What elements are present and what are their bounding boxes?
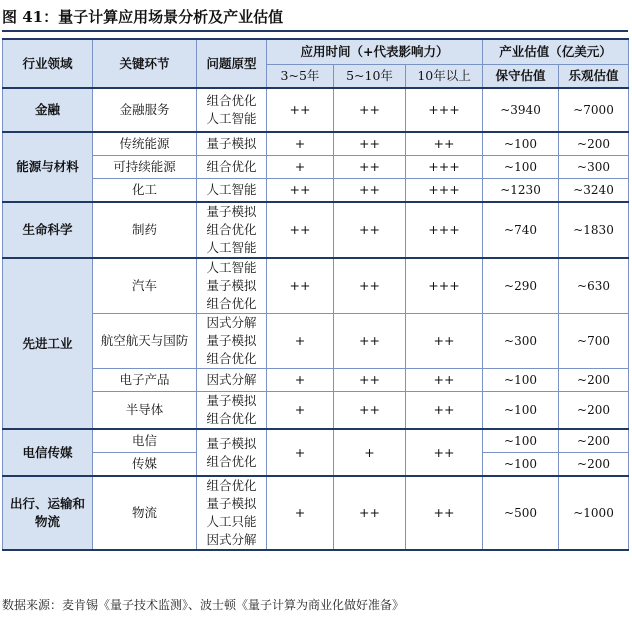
value-cell: ~1230 xyxy=(483,179,559,203)
value-cell: ~290 xyxy=(483,258,559,314)
link-cell: 电子产品 xyxy=(93,369,197,392)
time-cell: + xyxy=(267,156,334,179)
time-cell: ++ xyxy=(334,476,406,550)
time-cell: +++ xyxy=(406,258,483,314)
time-cell: ++ xyxy=(406,132,483,156)
time-cell: ++ xyxy=(267,202,334,258)
link-cell: 制药 xyxy=(93,202,197,258)
time-cell: ++ xyxy=(267,179,334,203)
prototype-cell: 组合优化 xyxy=(197,156,267,179)
prototype-cell: 量子模拟 组合优化 xyxy=(197,392,267,430)
table-row xyxy=(3,258,629,314)
value-cell: ~7000 xyxy=(559,88,629,132)
time-cell: ++ xyxy=(406,392,483,430)
industry-cell: 生命科学 xyxy=(3,202,93,258)
time-cell: +++ xyxy=(406,202,483,258)
time-cell: ++ xyxy=(406,476,483,550)
time-cell: +++ xyxy=(406,88,483,132)
value-cell: ~300 xyxy=(559,156,629,179)
time-cell: ++ xyxy=(267,88,334,132)
header-optimistic: 乐观估值 xyxy=(559,65,629,89)
source-note: 数据来源：麦肯锡《量子技术监测》、波士顿《量子计算为商业化做好准备》 xyxy=(2,598,405,612)
link-cell: 传媒 xyxy=(93,453,197,477)
time-cell: + xyxy=(267,132,334,156)
prototype-cell: 人工智能 xyxy=(197,179,267,203)
table-row xyxy=(3,88,629,132)
value-cell: ~200 xyxy=(559,392,629,430)
prototype-cell: 组合优化 量子模拟 人工只能 因式分解 xyxy=(197,476,267,550)
header-value-group: 产业估值（亿美元） xyxy=(483,39,629,65)
header-time-5-10: 5~10年 xyxy=(334,65,406,89)
figure-title: 图 41：量子计算应用场景分析及产业估值 xyxy=(2,4,628,32)
link-cell: 可持续能源 xyxy=(93,156,197,179)
time-cell: + xyxy=(267,429,334,476)
value-cell: ~3940 xyxy=(483,88,559,132)
time-cell: + xyxy=(267,476,334,550)
header-link: 关键环节 xyxy=(93,39,197,88)
time-cell: ++ xyxy=(334,179,406,203)
time-cell: ++ xyxy=(334,132,406,156)
value-cell: ~630 xyxy=(559,258,629,314)
valuation-table xyxy=(2,38,629,551)
time-cell: + xyxy=(267,392,334,430)
time-cell: ++ xyxy=(334,202,406,258)
table-row xyxy=(3,179,629,203)
value-cell: ~740 xyxy=(483,202,559,258)
prototype-cell: 量子模拟 xyxy=(197,132,267,156)
table-row xyxy=(3,156,629,179)
prototype-cell: 量子模拟 组合优化 xyxy=(197,429,267,476)
prototype-cell: 因式分解 xyxy=(197,369,267,392)
link-cell: 汽车 xyxy=(93,258,197,314)
value-cell: ~200 xyxy=(559,369,629,392)
value-cell: ~100 xyxy=(483,132,559,156)
value-cell: ~100 xyxy=(483,392,559,430)
prototype-cell: 人工智能 量子模拟 组合优化 xyxy=(197,258,267,314)
time-cell: ++ xyxy=(334,392,406,430)
time-cell: ++ xyxy=(334,156,406,179)
value-cell: ~100 xyxy=(483,429,559,453)
value-cell: ~700 xyxy=(559,314,629,369)
header-prototype: 问题原型 xyxy=(197,39,267,88)
value-cell: ~100 xyxy=(483,156,559,179)
time-cell: + xyxy=(267,314,334,369)
time-cell: + xyxy=(267,369,334,392)
link-cell: 半导体 xyxy=(93,392,197,430)
time-cell: ++ xyxy=(334,258,406,314)
link-cell: 航空航天与国防 xyxy=(93,314,197,369)
industry-cell: 先进工业 xyxy=(3,258,93,429)
value-cell: ~500 xyxy=(483,476,559,550)
header-industry: 行业领域 xyxy=(3,39,93,88)
link-cell: 传统能源 xyxy=(93,132,197,156)
time-cell: +++ xyxy=(406,156,483,179)
value-cell: ~1000 xyxy=(559,476,629,550)
time-cell: ++ xyxy=(267,258,334,314)
value-cell: ~200 xyxy=(559,453,629,477)
value-cell: ~200 xyxy=(559,429,629,453)
prototype-cell: 组合优化 人工智能 xyxy=(197,88,267,132)
link-cell: 金融服务 xyxy=(93,88,197,132)
prototype-cell: 量子模拟 组合优化 人工智能 xyxy=(197,202,267,258)
header-conservative: 保守估值 xyxy=(483,65,559,89)
table-row xyxy=(3,429,629,453)
industry-cell: 能源与材料 xyxy=(3,132,93,202)
table-row xyxy=(3,202,629,258)
value-cell: ~3240 xyxy=(559,179,629,203)
time-cell: ++ xyxy=(334,88,406,132)
link-cell: 化工 xyxy=(93,179,197,203)
header-time-3-5: 3~5年 xyxy=(267,65,334,89)
value-cell: ~200 xyxy=(559,132,629,156)
value-cell: ~100 xyxy=(483,453,559,477)
table-row xyxy=(3,314,629,369)
industry-cell: 金融 xyxy=(3,88,93,132)
prototype-cell: 因式分解 量子模拟 组合优化 xyxy=(197,314,267,369)
industry-cell: 出行、运输和物流 xyxy=(3,476,93,550)
industry-cell: 电信传媒 xyxy=(3,429,93,476)
time-cell: ++ xyxy=(334,369,406,392)
table-row xyxy=(3,392,629,430)
link-cell: 物流 xyxy=(93,476,197,550)
time-cell: ++ xyxy=(406,429,483,476)
time-cell: ++ xyxy=(406,369,483,392)
header-time-group: 应用时间（+代表影响力） xyxy=(267,39,483,65)
link-cell: 电信 xyxy=(93,429,197,453)
value-cell: ~100 xyxy=(483,369,559,392)
time-cell: + xyxy=(334,429,406,476)
value-cell: ~300 xyxy=(483,314,559,369)
time-cell: ++ xyxy=(406,314,483,369)
table-row xyxy=(3,369,629,392)
header-time-10plus: 10年以上 xyxy=(406,65,483,89)
value-cell: ~1830 xyxy=(559,202,629,258)
time-cell: ++ xyxy=(334,314,406,369)
table-row xyxy=(3,132,629,156)
time-cell: +++ xyxy=(406,179,483,203)
table-row xyxy=(3,476,629,550)
